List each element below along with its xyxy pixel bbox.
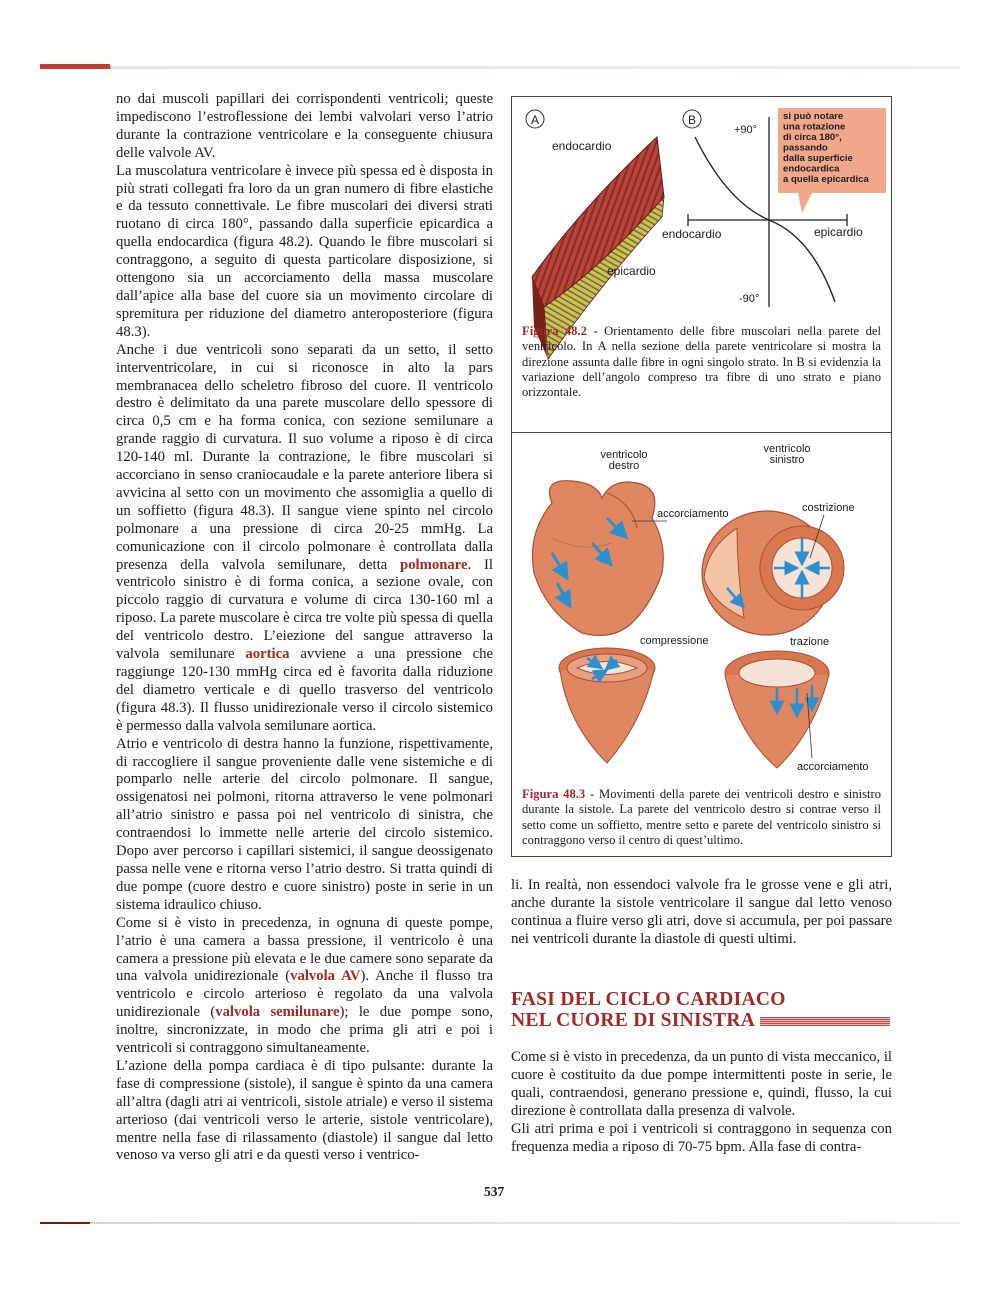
paragraph-text: ); le due pompe sono, inoltre, sincronizzate, in modo che prima gli atri e poi i ventricoli si contraggono simultaneamente. [116,1004,494,1057]
note-line: endocardica [783,163,840,175]
paragraph: Atrio e ventricolo di destra hanno la funzione, rispettivamente, di raccogliere il sangue proveniente dalle vene sistemiche e di pomparlo nelle arterie del circolo polmonare. Il sangue, ossigenatosi nei polmoni, ritorna attraverso le vene polmonari all’atrio sinistro e passa poi nel ventricolo di sinistra, che contraendosi lo immette nelle arterie del circolo sistemico. Dopo aver percorso i capillari sistemici, il sangue deossigenato passa nelle vene e ritorna verso l’atrio destro. Si tratta quindi di due pompe (cuore destro e cuore sinistro) poste in serie in un sistema idraulico chiuso. [116,735,493,913]
paragraph: Gli atri prima e poi i ventricoli si contraggono in sequenza con frequenza media a riposo di 70-75 bpm. Alla fase di contra- [511,1120,892,1155]
caption-label: Figura 48.2 [522,324,587,338]
note-line: di circa 180°, [783,132,842,143]
label-minus90: -90° [739,293,760,305]
right-column-continuation [511,877,892,949]
note-line: dalla superficie [783,153,853,164]
paragraph [116,342,493,736]
section-heading [511,989,786,1031]
paragraph: Come si è visto in precedenza, da un punto di vista meccanico, il cuore è costituito da due pompe intermittenti poste in serie, le quali, contraendosi, generano pressione e, quindi, flusso, la cui direzione è controllata dalla presenza di valvole. [511,1049,892,1119]
label-accorciamento-bottom: accorciamento [797,761,869,773]
paragraph [116,163,493,342]
term-valvola-semilunare: valvola semilunare [215,1004,340,1021]
cross-section-illustration [702,511,844,635]
label-ventricolo-destro: destro [608,460,640,472]
left-column [116,91,493,1165]
caption-text: - Orientamento delle fibre muscolari nella parete del ventricolo. In A nella sezione della parete ventricolare si mostra la direzione assunta dalle fibre in ogni singolo strato. In B si evidenzia la variazione dell’angolo compreso tra fibre di uno strato e piano orizzontale. [522,324,881,400]
label-compressione: compressione [640,635,709,647]
figure-48-3 [511,432,892,857]
figure-48-3-caption [522,787,881,848]
label-endocardio-a: endocardio [552,139,612,153]
note-line: a quella epicardica [783,174,869,185]
label-costrizione: costrizione [802,502,855,514]
label-endocardio-b: endocardio [662,227,722,241]
heading-line: FASI DEL CICLO CARDIACO [511,989,786,1010]
label-accorciamento-top: accorciamento [657,508,729,520]
label-ventricolo-sinistro: ventricolo [763,443,811,455]
panel-a-label: A [530,113,540,127]
paragraph-text: ). Anche il flusso tra ventricolo e circolo arterioso è regolato da una valvola unidirezionale ( [116,968,494,1021]
right-column-body [511,1049,892,1156]
top-edge-bar [40,66,960,69]
heading-line: NEL CUORE DI SINISTRA [511,1010,756,1031]
label-ventricolo-destro: ventricolo [600,449,648,461]
right-ventricle-section [559,648,655,763]
paragraph-text: Come si è visto in precedenza, in ognuna di queste pompe, l’atrio è una camera a bassa pressione, il ventricolo è una camera a pressione più elevata e le due camere sono separate da una valvola unidirezionale ( [116,914,493,985]
label-trazione: trazione [790,636,830,648]
paragraph-text: Anche i due ventricoli sono separati da un setto, il setto interventricolare, in cui si riconosce in alto la pars membranacea dello scheletro fibroso del cuore. Il ventricolo destro è delimitato da una parete muscolare dello spessore di circa 0,5 cm e ha forma conica, con sezione semilunare a grande raggio di curvatura. Il suo volume a riposo è di circa 120-140 ml. Durante la contrazione, le fibre muscolari si accorciano in senso craniocaudale e la parete anteriore libera si avvicina al setto con un movimento che assomiglia a quello di un soffietto (figura 48.3). Il sangue viene spinto nel circolo polmonare a una pressione di circa 20-25 mmHg. La comunicazione con il circolo polmonare è controllata dalla presenza della valvola semilunare, detta [116,341,493,573]
caption-text: - Movimenti della parete dei ventricoli destro e sinistro durante la sistole. La parete del ventricolo destro si contrae verso il setto come un soffietto, mentre setto e parete del ventricolo sinistro si contraggono verso il centro di quest’ultimo. [522,787,881,847]
paragraph-text: La muscolatura ventricolare è invece più spessa ed è disposta in più strati collegati fra loro da un gran numero di fibre elastiche e da tessuto connettivale. Le fibre muscolari dei diversi strati ruotano di circa 180°, passando dalla superficie epicardica a quella endocardica (figura 48.2). Quando le fibre muscolari si contraggono, a seguito di questa particolare disposizione, si ottengono sia un accorciamento della massa muscolare dall’apice alla base del cuore sia un movimento circolare di spremitura per riduzione del diametro anteroposteriore (figura 48.3). [116,162,493,340]
note-line: passando [783,142,828,154]
rotation-note [778,108,886,213]
note-line: una rotazione [783,121,846,133]
figure-48-2-caption [522,324,881,400]
term-valvola-av: valvola AV [290,968,361,985]
left-ventricle-section [725,651,829,768]
label-ventricolo-sinistro: sinistro [769,454,805,466]
panel-b-label: B [687,113,697,127]
page-number: 537 [484,1184,505,1199]
label-epicardio-b: epicardio [814,225,863,239]
paragraph-text: avviene a una pressione che raggiunge 120-130 mmHg circa ed è favorita dalla riduzione del diametro verticale e di quello trasverso del ventricolo (figura 48.3). Il flusso unidirezionale verso il circolo sistemico è permesso dalla valvola semilunare aortica. [116,646,494,734]
label-plus90: +90° [734,124,758,136]
paragraph: li. In realtà, non essendoci valvole fra le grosse vene e gli atri, anche durante la sistole ventricolare il sangue dal letto venoso continua a fluire verso gli atri, dove si accumula, per poi passare nei ventricoli durante la diastole di questi ultimi. [511,877,892,947]
panel-a-badge [526,110,544,128]
figure-48-2 [511,96,892,438]
paragraph [116,915,493,1058]
label-epicardio-a: epicardio [607,264,656,278]
term-aortica: aortica [245,646,290,663]
paragraph-text: . Il ventricolo sinistro è di forma conica, a sezione ovale, con piccolo raggio di curvatura e volume di circa 130-160 ml a riposo. La parete muscolare è circa tre volte più spessa di quella del ventricolo destro. L’eiezione del sangue attraverso la valvola semilunare [116,556,494,663]
bottom-edge-bar [40,1222,960,1224]
paragraph: L’azione della pompa cardiaca è di tipo pulsante: durante la fase di compressione (sistole), il sangue è spinto da una camera all’altra (dagli atri ai ventricoli, sistole atriale) e verso il sistema arterioso (dai ventricoli verso le arterie, sistole ventricolare), mentre nella fase di rilassamento (diastole) il sangue dal letto venoso va verso gli atri e da questi verso i ventrico- [116,1057,493,1164]
paragraph: no dai muscoli papillari dei corrispondenti ventricoli; queste impediscono l’estroflessione dei lembi valvolari verso l’atrio durante la contrazione ventricolare e la conseguente chiusura delle valvole AV. [116,91,493,161]
term-polmonare: polmonare [400,556,468,573]
note-line: si può notare [783,111,844,122]
heading-decoration [760,1017,890,1026]
heart-illustration [532,481,663,636]
caption-label: Figura 48.3 [522,787,586,801]
